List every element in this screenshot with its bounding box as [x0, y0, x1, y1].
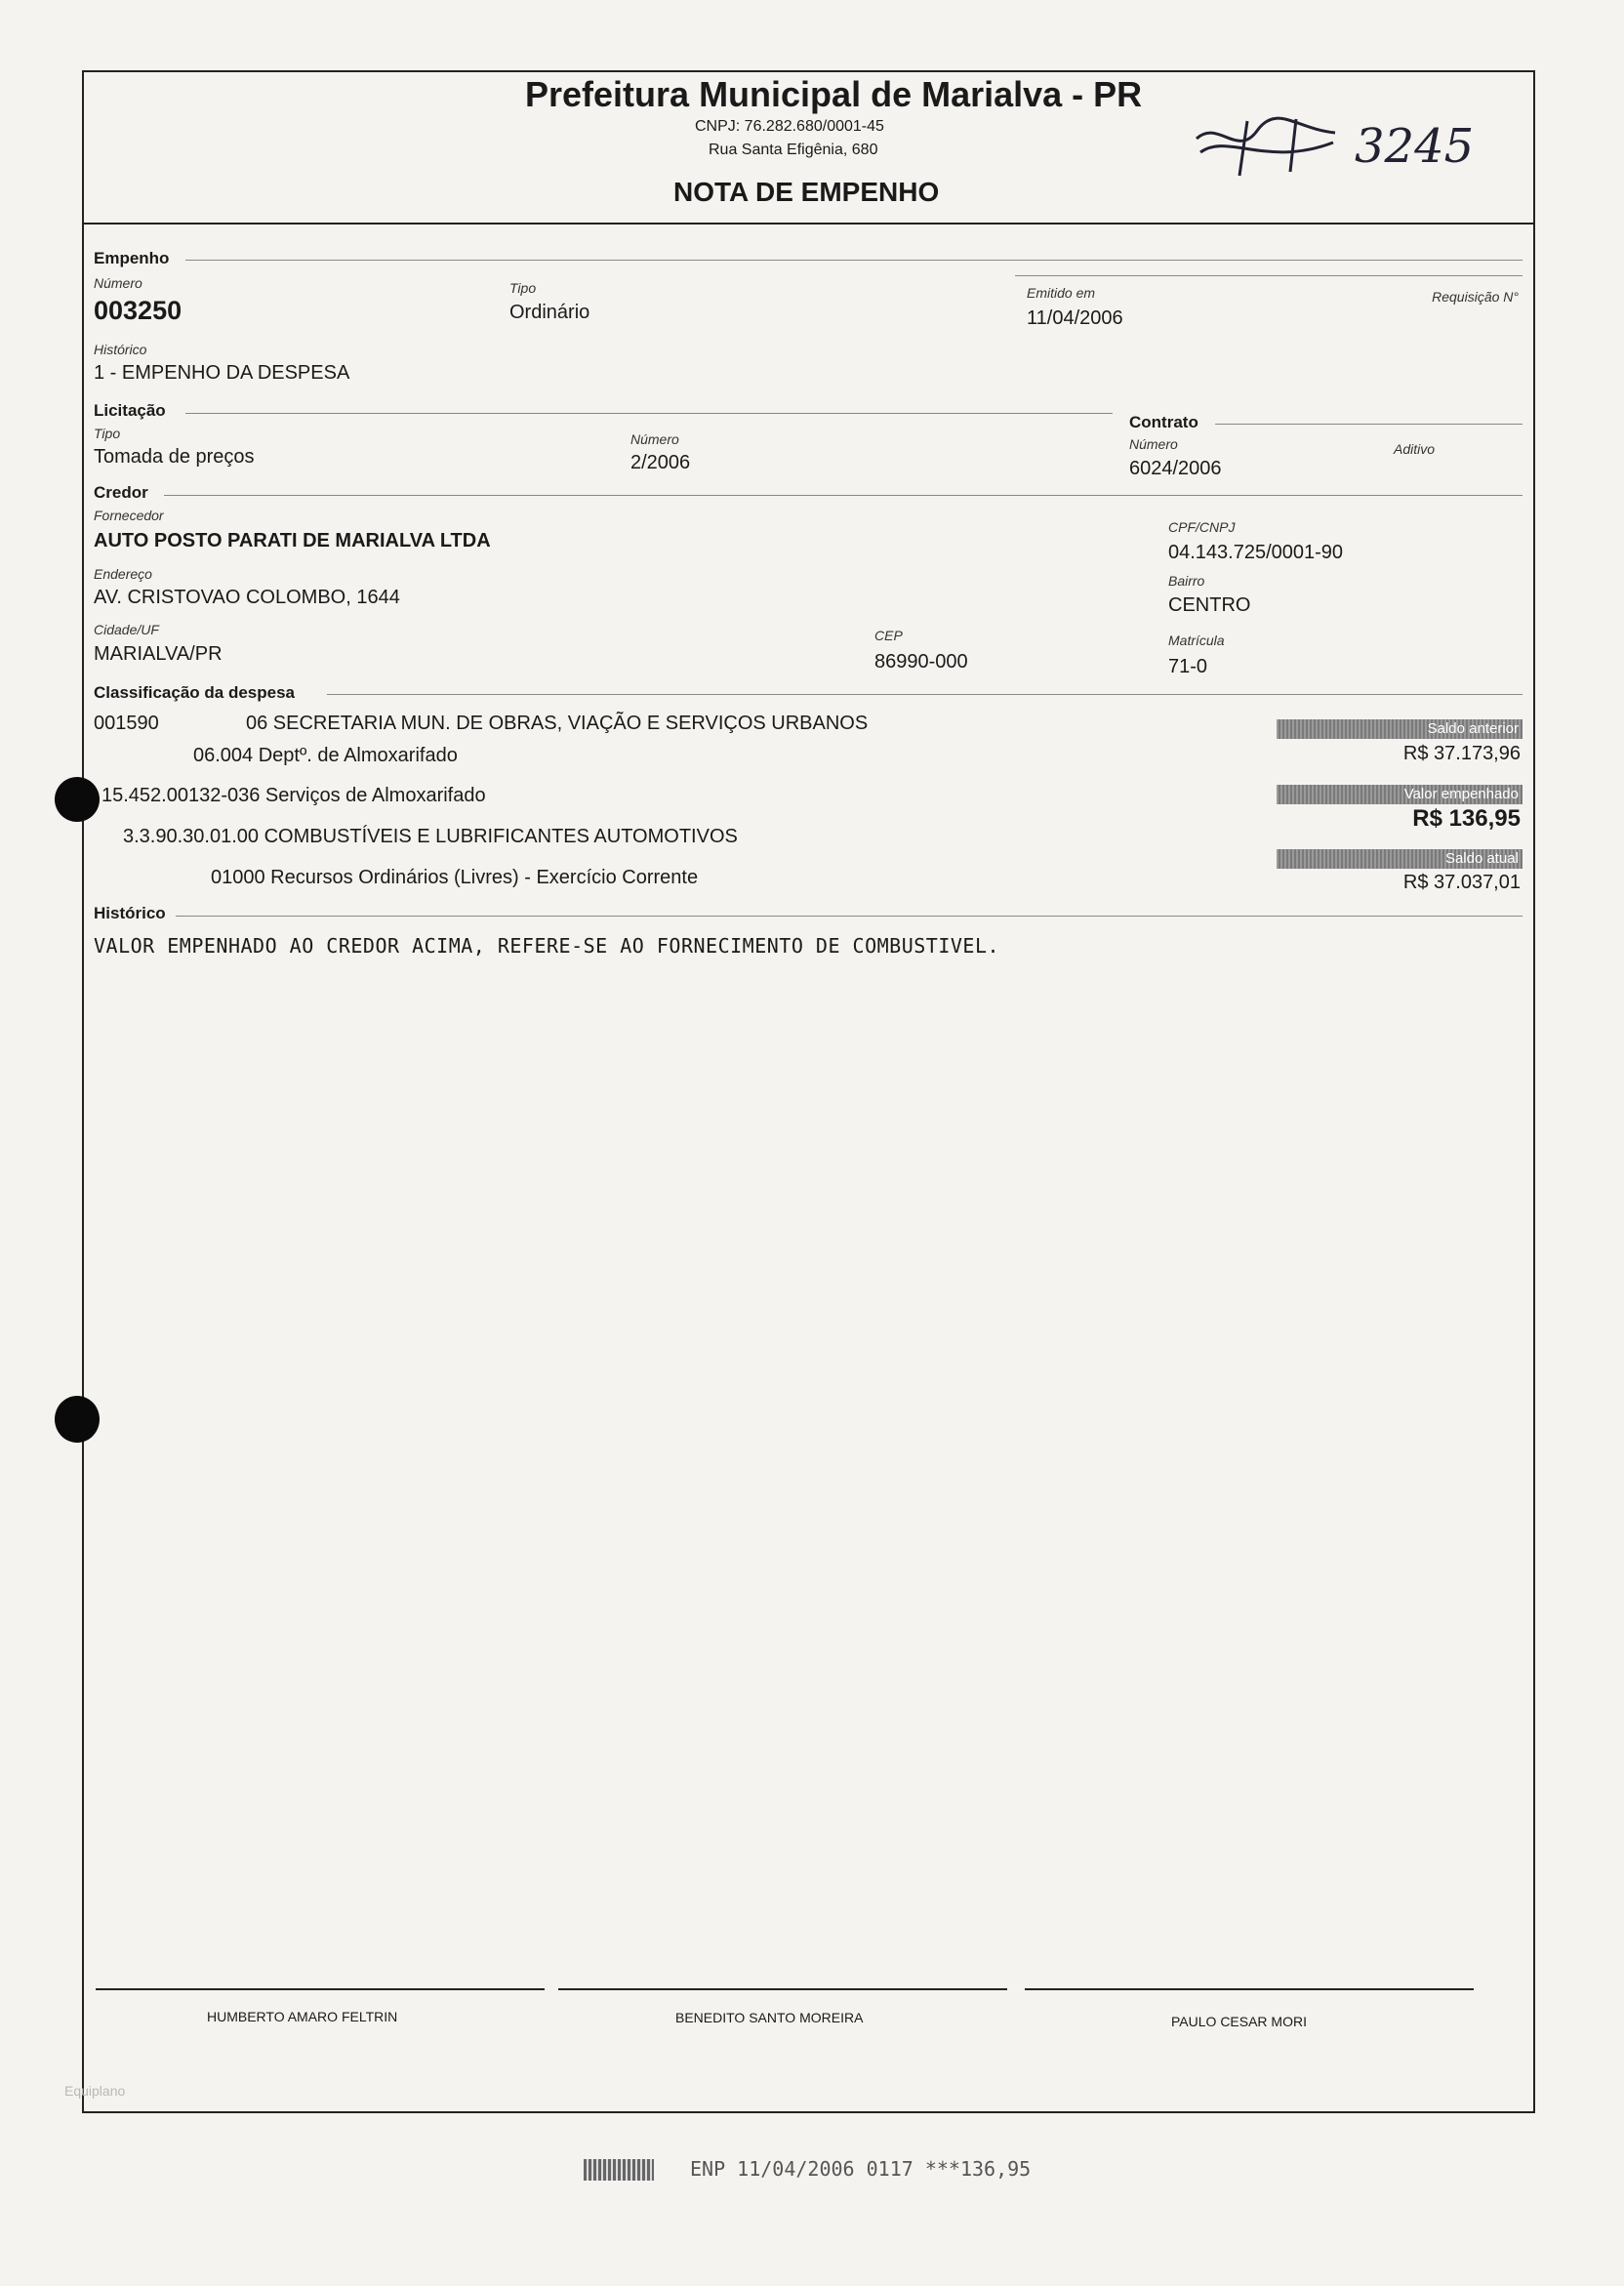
signature-name-2: BENEDITO SANTO MOREIRA	[675, 2010, 864, 2025]
software-watermark: Equiplano	[64, 2083, 126, 2099]
label-cidade: Cidade/UF	[94, 622, 159, 637]
credor-fornecedor: AUTO POSTO PARATI DE MARIALVA LTDA	[94, 530, 491, 551]
credor-cep: 86990-000	[874, 651, 968, 673]
handwritten-number: 3245	[1355, 119, 1475, 174]
barcode-mark	[584, 2159, 654, 2181]
label-historico-empenho: Histórico	[94, 342, 147, 357]
classificacao-code: 001590	[94, 713, 159, 734]
section-credor: Credor	[94, 483, 148, 502]
section-contrato: Contrato	[1129, 413, 1198, 431]
signature-name-3: PAULO CESAR MORI	[1171, 2014, 1307, 2029]
empenho-tipo: Ordinário	[509, 302, 590, 323]
label-licitacao-tipo: Tipo	[94, 426, 121, 441]
historico-text: VALOR EMPENHADO AO CREDOR ACIMA, REFERE-SE AO FORNECIMENTO DE COMBUSTIVEL.	[94, 934, 1000, 958]
credor-bairro: CENTRO	[1168, 594, 1251, 616]
page-title: Prefeitura Municipal de Marialva - PR	[525, 74, 1143, 114]
credor-matricula: 71-0	[1168, 656, 1208, 677]
licitacao-numero: 2/2006	[630, 452, 691, 473]
saldo-anterior-label: Saldo anterior	[1277, 719, 1522, 739]
label-tipo: Tipo	[509, 280, 537, 296]
saldo-atual-label: Saldo atual	[1277, 849, 1522, 869]
crossed-number-scribble	[1189, 109, 1345, 184]
header-divider	[82, 223, 1535, 225]
classificacao-secretaria: 06 SECRETARIA MUN. DE OBRAS, VIAÇÃO E SERVIÇOS URBANOS	[246, 713, 869, 734]
label-bairro: Bairro	[1168, 573, 1205, 589]
label-endereco: Endereço	[94, 566, 152, 582]
classificacao-fonte: 01000 Recursos Ordinários (Livres) - Exercício Corrente	[211, 867, 699, 888]
cnpj-text: CNPJ: 76.282.680/0001-45	[695, 118, 884, 135]
address-text: Rua Santa Efigênia, 680	[709, 142, 878, 158]
label-emitido: Emitido em	[1027, 285, 1096, 301]
footer-stamp: ENP 11/04/2006 0117 ***136,95	[690, 2157, 1032, 2181]
signature-name-1: HUMBERTO AMARO FELTRIN	[207, 2009, 398, 2024]
classificacao-departamento: 06.004 Deptº. de Almoxarifado	[193, 745, 458, 766]
section-historico: Histórico	[94, 904, 166, 922]
section-licitacao: Licitação	[94, 401, 166, 420]
classificacao-elemento: 3.3.90.30.01.00 COMBUSTÍVEIS E LUBRIFICANTES AUTOMOTIVOS	[123, 826, 738, 847]
label-fornecedor: Fornecedor	[94, 508, 164, 523]
saldo-atual-value: R$ 37.037,01	[1402, 872, 1521, 893]
label-aditivo: Aditivo	[1394, 441, 1436, 457]
label-licitacao-numero: Número	[630, 431, 679, 447]
label-requisicao: Requisição N°	[1432, 289, 1519, 305]
punch-hole-top	[55, 777, 100, 822]
contrato-numero: 6024/2006	[1129, 458, 1222, 479]
label-numero: Número	[94, 275, 142, 291]
classificacao-funcional: 15.452.00132-036 Serviços de Almoxarifado	[102, 785, 486, 806]
label-contrato-numero: Número	[1129, 436, 1178, 452]
section-classificacao: Classificação da despesa	[94, 683, 296, 702]
saldo-anterior-value: R$ 37.173,96	[1402, 743, 1521, 764]
licitacao-tipo: Tomada de preços	[94, 446, 255, 468]
credor-endereco: AV. CRISTOVAO COLOMBO, 1644	[94, 587, 400, 608]
label-matricula: Matrícula	[1168, 633, 1225, 648]
empenho-historico: 1 - EMPENHO DA DESPESA	[94, 362, 350, 384]
valor-empenhado-label: Valor empenhado	[1277, 785, 1522, 804]
credor-cpf: 04.143.725/0001-90	[1168, 542, 1344, 563]
credor-cidade: MARIALVA/PR	[94, 643, 223, 665]
empenho-numero: 003250	[94, 296, 183, 325]
label-cpf: CPF/CNPJ	[1168, 519, 1236, 535]
section-empenho: Empenho	[94, 249, 170, 267]
label-cep: CEP	[874, 628, 903, 643]
valor-empenhado-value: R$ 136,95	[1412, 805, 1521, 832]
document-title: NOTA DE EMPENHO	[673, 177, 940, 207]
punch-hole-bottom	[55, 1396, 100, 1443]
empenho-emitido: 11/04/2006	[1027, 307, 1123, 329]
